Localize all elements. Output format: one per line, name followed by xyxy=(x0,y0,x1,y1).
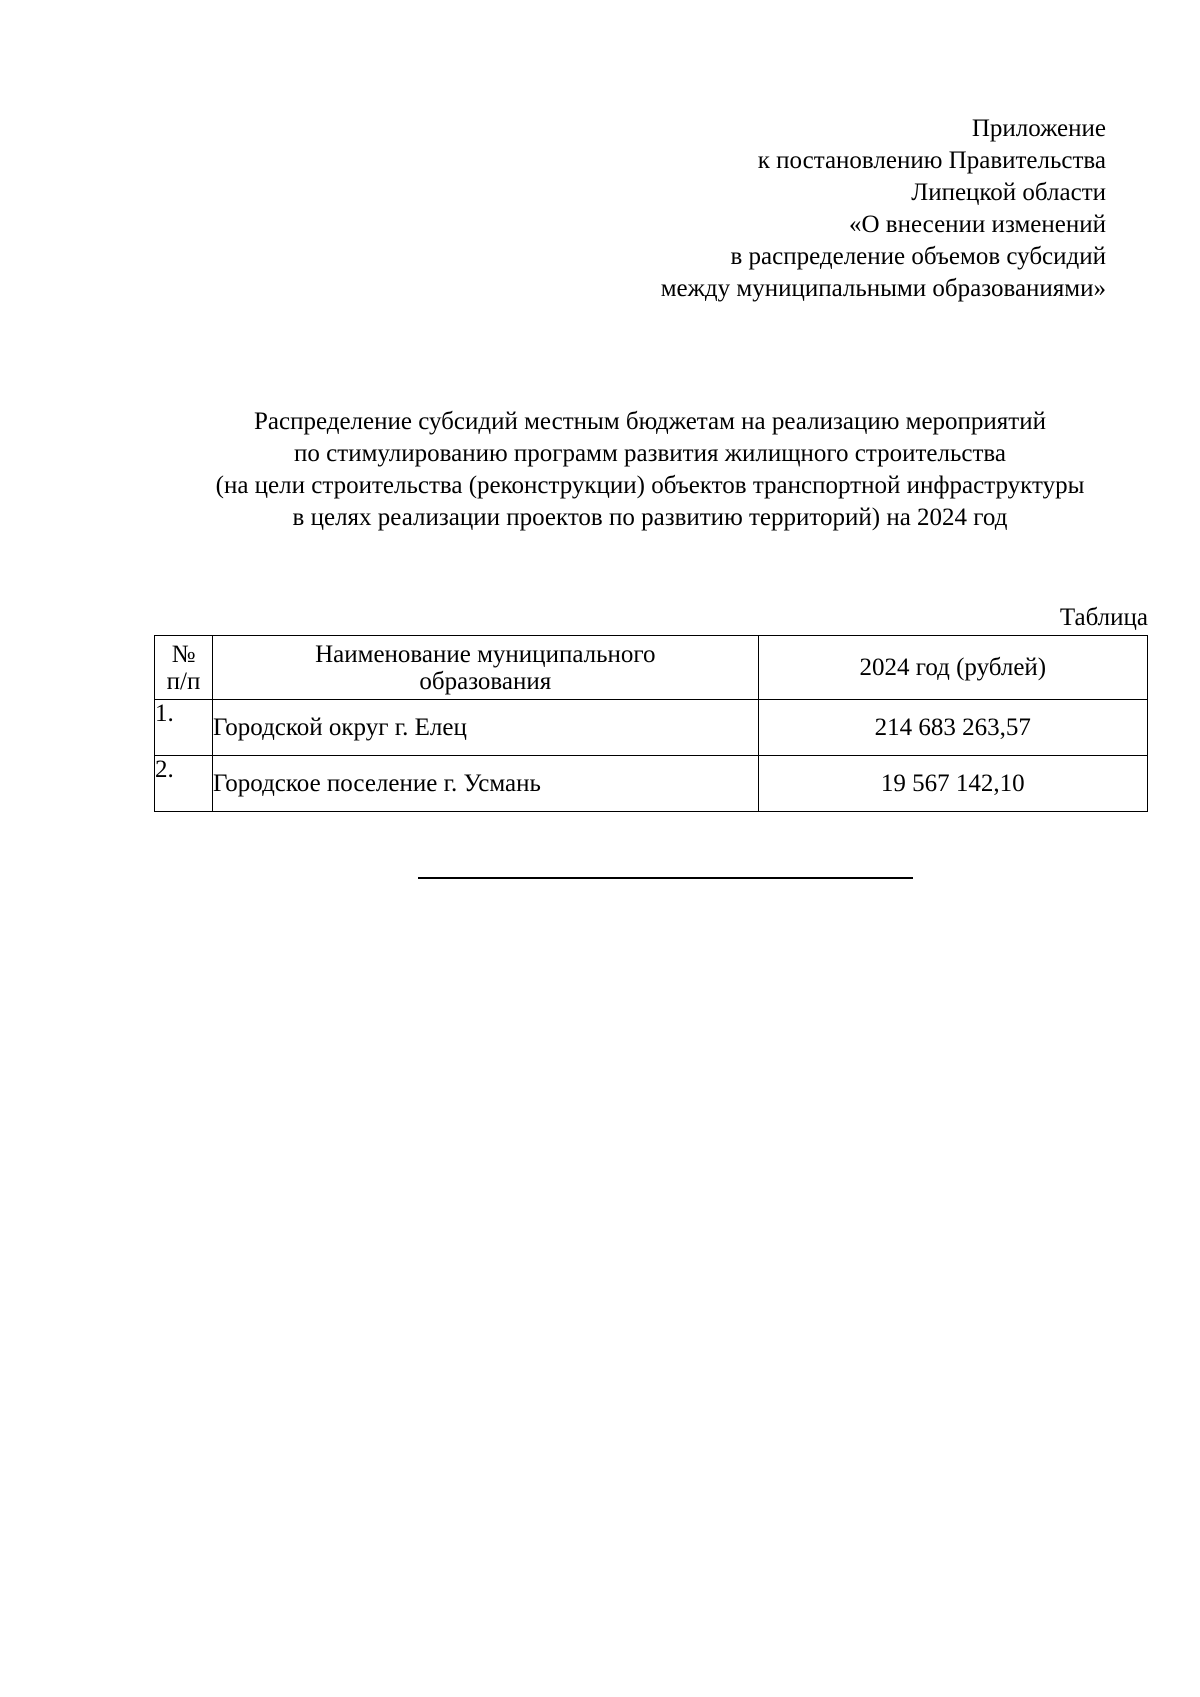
header-name xyxy=(213,636,759,700)
title-line: Распределение субсидий местным бюджетам на реализацию мероприятий xyxy=(254,408,1046,435)
closing-divider xyxy=(418,877,913,879)
row-amount: 214 683 263,57 xyxy=(758,700,1147,756)
table-row xyxy=(155,756,1148,812)
appendix-line: «О внесении изменений xyxy=(848,211,1106,238)
table-header-row xyxy=(155,636,1148,700)
appendix-line: Липецкой области xyxy=(911,179,1106,206)
title-line: (на цели строительства (реконструкции) объектов транспортной инфраструктуры xyxy=(215,472,1085,499)
header-name-line2: образования xyxy=(419,667,552,695)
appendix-line: в распределение объемов субсидий xyxy=(730,243,1106,270)
header-name-line1: Наименование муниципального xyxy=(315,640,656,668)
appendix-line: Приложение xyxy=(971,115,1106,142)
title-line: по стимулированию программ развития жилищного строительства xyxy=(294,440,1006,467)
title-line: в целях реализации проектов по развитию территорий) на 2024 год xyxy=(292,504,1008,531)
header-number-line1: № xyxy=(171,640,196,668)
appendix-line: между муниципальными образованиями» xyxy=(660,275,1106,302)
row-number: 2. xyxy=(155,756,213,812)
row-municipality-name: Городское поселение г. Усмань xyxy=(213,756,759,812)
header-number-line2: п/п xyxy=(166,667,201,695)
document-title xyxy=(152,406,1148,534)
table-caption: Таблица xyxy=(1059,604,1148,631)
row-amount: 19 567 142,10 xyxy=(758,756,1147,812)
header-value: 2024 год (рублей) xyxy=(758,636,1147,700)
row-number: 1. xyxy=(155,700,213,756)
appendix-block xyxy=(661,113,1106,305)
appendix-line: к постановлению Правительства xyxy=(757,147,1106,174)
header-number xyxy=(155,636,213,700)
table-row xyxy=(155,700,1148,756)
subsidies-table xyxy=(154,635,1148,812)
row-municipality-name: Городской округ г. Елец xyxy=(213,700,759,756)
